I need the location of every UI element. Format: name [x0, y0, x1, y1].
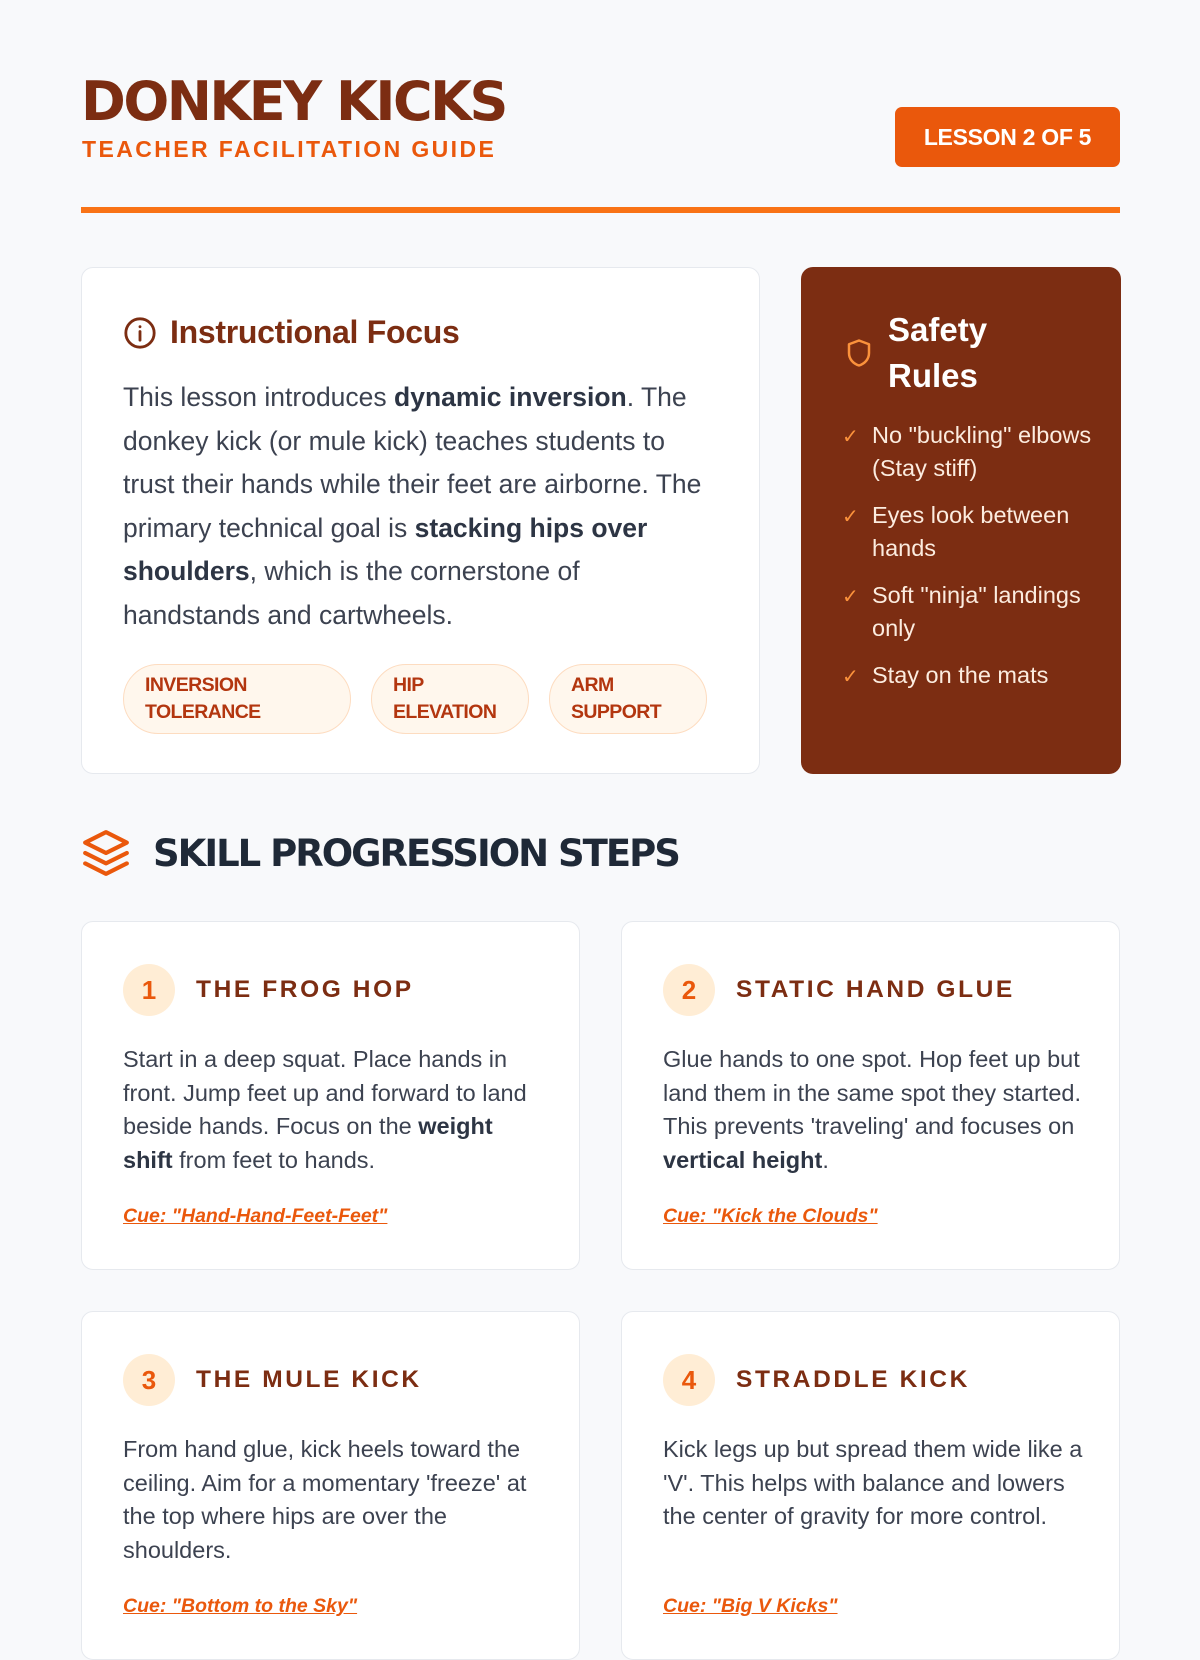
- safety-rule-text: Stay on the mats: [872, 662, 1049, 688]
- safety-heading: [844, 307, 1028, 399]
- focus-text: . The donkey kick (or mule kick) teaches students to trust their hands while their feet are airborne. The primary technical goal is: [123, 382, 702, 543]
- info-circle-icon: [123, 316, 157, 350]
- step-text: .: [822, 1146, 829, 1173]
- check-icon: ✓: [842, 586, 859, 608]
- step-emphasis: vertical height: [663, 1146, 823, 1173]
- step-description: [663, 1043, 1083, 1177]
- step-cue: Cue: "Hand-Hand-Feet-Feet": [123, 1205, 388, 1227]
- step-cue: Cue: "Big V Kicks": [663, 1595, 838, 1617]
- safety-rule-list: [842, 419, 1092, 708]
- page-title: DONKEY KICKS: [81, 70, 506, 133]
- tag-hip-elevation: HIP ELEVATION: [371, 664, 529, 734]
- step-text: Glue hands to one spot. Hop feet up but land them in the same spot they started. This prevents 'traveling' and focuses on: [663, 1046, 1082, 1139]
- step-card: [621, 921, 1120, 1270]
- header-divider: [81, 207, 1120, 213]
- step-number: 2: [663, 964, 715, 1016]
- page-subtitle: TEACHER FACILITATION GUIDE: [82, 136, 497, 162]
- safety-rule: [842, 659, 1092, 694]
- step-number: 4: [663, 1354, 715, 1406]
- step-emphasis: weight shift: [123, 1113, 493, 1173]
- safety-rules-card: [801, 267, 1121, 774]
- focus-text: This lesson introduces: [123, 382, 395, 412]
- focus-emphasis: dynamic inversion: [394, 382, 627, 412]
- step-card: [621, 1311, 1120, 1660]
- check-icon: ✓: [842, 426, 859, 448]
- header: [81, 0, 1120, 215]
- lesson-badge: LESSON 2 OF 5: [895, 107, 1120, 167]
- instructional-focus-card: [81, 267, 760, 774]
- focus-emphasis: stacking hips over shoulders: [123, 512, 648, 586]
- step-text: Kick legs up but spread them wide like a 'V'. This helps with balance and lowers the center of gravity for more control.: [663, 1436, 1083, 1529]
- step-number: 3: [123, 1354, 175, 1406]
- guide-page: [81, 0, 1120, 1617]
- focus-text: , which is the cornerstone of handstands and cartwheels.: [123, 556, 580, 630]
- safety-rule: [842, 419, 1092, 485]
- step-title: THE MULE KICK: [196, 1366, 422, 1393]
- focus-title: Instructional Focus: [170, 314, 460, 350]
- safety-title: Safety Rules: [888, 311, 988, 394]
- step-title: STRADDLE KICK: [736, 1366, 970, 1393]
- section-title: SKILL PROGRESSION STEPS: [153, 831, 679, 875]
- safety-rule-text: Eyes look between hands: [872, 502, 1070, 561]
- layers-icon: [81, 828, 131, 878]
- progression-heading: [81, 828, 679, 878]
- step-number: 1: [123, 964, 175, 1016]
- step-cue: Cue: "Kick the Clouds": [663, 1205, 878, 1227]
- safety-rule-text: Soft "ninja" landings only: [872, 582, 1081, 641]
- check-icon: ✓: [842, 666, 859, 688]
- step-description: [123, 1043, 543, 1177]
- step-cue: Cue: "Bottom to the Sky": [123, 1595, 358, 1617]
- step-card: [81, 921, 580, 1270]
- safety-rule: [842, 579, 1092, 645]
- step-title: THE FROG HOP: [196, 976, 414, 1003]
- focus-description: [123, 376, 723, 637]
- step-description: [663, 1433, 1083, 1534]
- step-text: Start in a deep squat. Place hands in front. Jump feet up and forward to land beside hands. Focus on the: [123, 1046, 527, 1139]
- check-icon: ✓: [842, 506, 859, 528]
- step-description: [123, 1433, 543, 1567]
- step-title: STATIC HAND GLUE: [736, 976, 1015, 1003]
- step-text: From hand glue, kick heels toward the ceiling. Aim for a momentary 'freeze' at the top where hips are over the shoulders.: [123, 1436, 527, 1563]
- shield-icon: [844, 336, 874, 370]
- focus-heading: [123, 314, 459, 351]
- step-card: [81, 1311, 580, 1660]
- safety-rule: [842, 499, 1092, 565]
- safety-rule-text: No "buckling" elbows (Stay stiff): [872, 422, 1092, 481]
- tag-arm-support: ARM SUPPORT: [549, 664, 707, 734]
- tag-inversion-tolerance: INVERSION TOLERANCE: [123, 664, 351, 734]
- step-text: from feet to hands.: [172, 1146, 376, 1173]
